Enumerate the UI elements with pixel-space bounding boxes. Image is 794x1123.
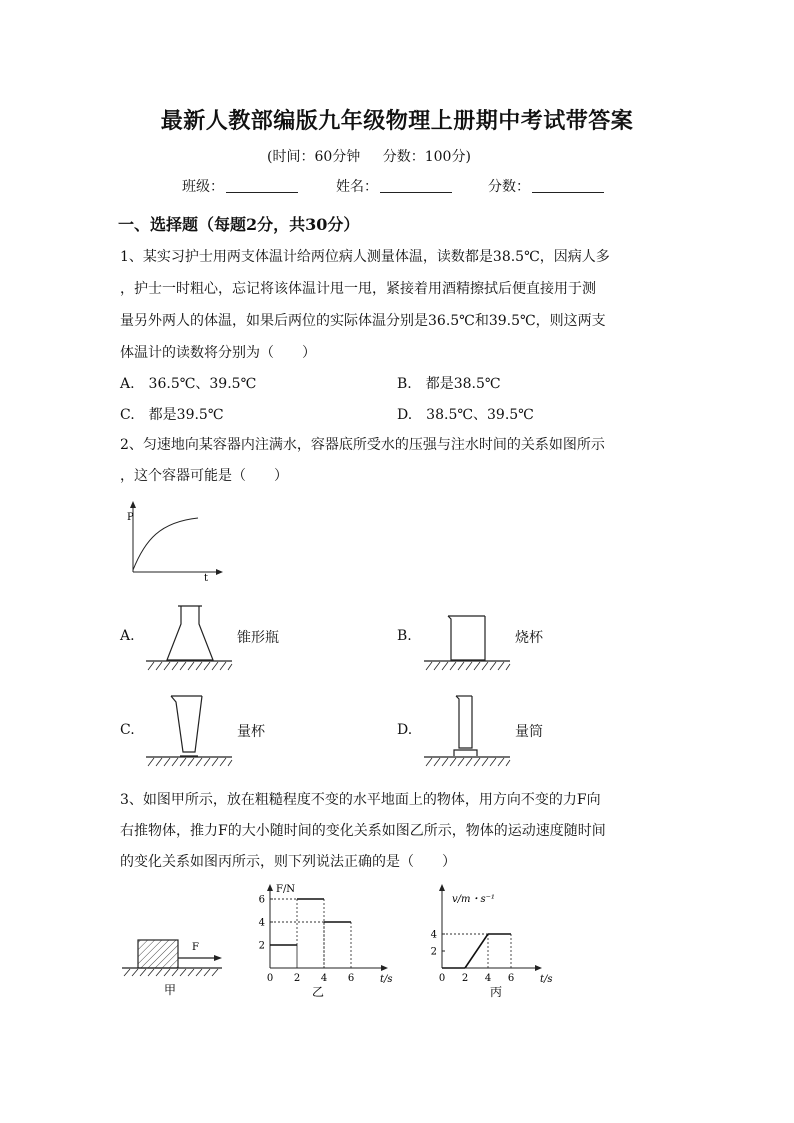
yi-y-tick-6: 6 — [258, 894, 265, 906]
ground-hatch — [148, 758, 232, 766]
graph-x-arrow — [216, 569, 223, 575]
q2-option-d-letter[interactable]: D. — [397, 722, 413, 738]
fig-yi-caption: 乙 — [311, 985, 325, 999]
q3-figure-yi — [252, 880, 402, 1002]
ground-hatch — [426, 662, 510, 670]
name-field — [336, 176, 452, 196]
q1-option-a[interactable]: A. 36.5℃、39.5℃ — [120, 376, 257, 392]
yi-x-tick-2: 2 — [293, 973, 301, 984]
q2-option-a-name: 锥形瓶 — [237, 630, 279, 646]
exam-meta — [267, 146, 489, 166]
fig-jia-caption: 甲 — [163, 983, 177, 997]
score-label: 分数： — [488, 179, 530, 195]
q3-figure-bing — [424, 880, 574, 1002]
q1-line-2: ，护士一时粗心，忘记将该体温计甩一甩，紧接着用酒精擦拭后便直接用于测 — [120, 281, 596, 297]
q2-option-c-name: 量杯 — [237, 724, 265, 740]
q2-option-a-letter[interactable]: A. — [120, 628, 135, 644]
q3-line-3: 的变化关系如图丙所示，则下列说法正确的是（ ） — [120, 854, 456, 870]
q2-option-d-figure[interactable] — [418, 690, 514, 770]
beaker-icon — [448, 616, 485, 660]
class-field — [182, 176, 298, 196]
q1-option-c[interactable]: C. 都是39.5℃ — [120, 407, 224, 423]
q2-option-b-figure[interactable] — [418, 600, 514, 675]
bing-x-tick-2: 2 — [461, 973, 469, 984]
q2-line-2: ，这个容器可能是（ ） — [120, 468, 288, 484]
bing-y-tick-4: 4 — [430, 929, 437, 941]
q1-option-b[interactable]: B. 都是38.5℃ — [397, 376, 501, 392]
bing-series-segment-1 — [465, 934, 488, 968]
graph-y-label: P — [127, 512, 134, 523]
fig-bing-caption: 丙 — [489, 985, 503, 999]
name-label: 姓名： — [336, 179, 378, 195]
q2-option-c-figure[interactable] — [140, 690, 236, 770]
block-icon — [138, 940, 178, 968]
yi-x-tick-4: 4 — [320, 973, 328, 984]
yi-x-tick-0: 0 — [266, 973, 274, 984]
class-label: 班级： — [182, 179, 224, 195]
q2-line-1: 2、匀速地向某容器内注满水，容器底所受水的压强与注水时间的关系如图所示 — [120, 437, 605, 453]
q1-line-1: 1、某实习护士用两支体温计给两位病人测量体温，读数都是38.5℃，因病人多 — [120, 249, 610, 265]
measuring-cup-icon — [171, 696, 202, 752]
name-blank[interactable] — [380, 178, 452, 193]
q3-line-1: 3、如图甲所示，放在粗糙程度不变的水平地面上的物体，用方向不变的力F向 — [120, 792, 601, 808]
ground-hatch — [148, 662, 232, 670]
bing-y-tick-2: 2 — [430, 946, 437, 958]
conical-flask-icon — [167, 606, 213, 660]
ground-hatch — [426, 758, 510, 766]
exam-total-score: 分数：100分) — [382, 149, 471, 165]
class-blank[interactable] — [226, 178, 298, 193]
q2-option-b-name: 烧杯 — [515, 630, 543, 646]
page-title: 最新人教部编版九年级物理上册期中考试带答案 — [160, 108, 634, 134]
bing-y-label: v/m・s⁻¹ — [452, 894, 495, 905]
section-heading: 一、选择题（每题2分，共30分） — [118, 215, 360, 234]
q1-line-3: 量另外两人的体温，如果后两位的实际体温分别是36.5℃和39.5℃，则这两支 — [120, 313, 606, 329]
q3-figure-jia — [122, 930, 232, 1000]
bing-x-label: t/s — [540, 974, 553, 985]
q2-option-a-figure[interactable] — [140, 600, 236, 675]
yi-y-tick-2: 2 — [258, 940, 265, 952]
ground-hatch — [124, 969, 218, 976]
bing-x-tick-6: 6 — [507, 973, 515, 984]
pressure-curve — [133, 518, 198, 570]
graph-x-label: t — [204, 573, 209, 584]
force-label: F — [192, 942, 199, 953]
graph-y-arrow — [130, 501, 136, 508]
q2-option-c-letter[interactable]: C. — [120, 722, 135, 738]
yi-y-label: F/N — [276, 884, 296, 895]
bing-x-tick-4: 4 — [484, 973, 492, 984]
q3-line-2: 右推物体，推力F的大小随时间的变化关系如图乙所示，物体的运动速度随时间 — [120, 823, 606, 839]
yi-x-tick-6: 6 — [347, 973, 355, 984]
yi-y-tick-4: 4 — [258, 917, 265, 929]
q2-option-d-name: 量筒 — [515, 724, 543, 740]
q1-option-d[interactable]: D. 38.5℃、39.5℃ — [397, 407, 534, 423]
score-field — [488, 176, 604, 196]
exam-time: (时间：60分钟 — [267, 149, 361, 165]
bing-x-tick-0: 0 — [438, 973, 446, 984]
q1-line-4: 体温计的读数将分别为（ ） — [120, 345, 316, 361]
q2-option-b-letter[interactable]: B. — [397, 628, 412, 644]
yi-x-label: t/s — [380, 974, 393, 985]
q2-pressure-graph — [120, 500, 230, 590]
graduated-cylinder-icon — [456, 696, 472, 748]
score-blank[interactable] — [532, 178, 604, 193]
